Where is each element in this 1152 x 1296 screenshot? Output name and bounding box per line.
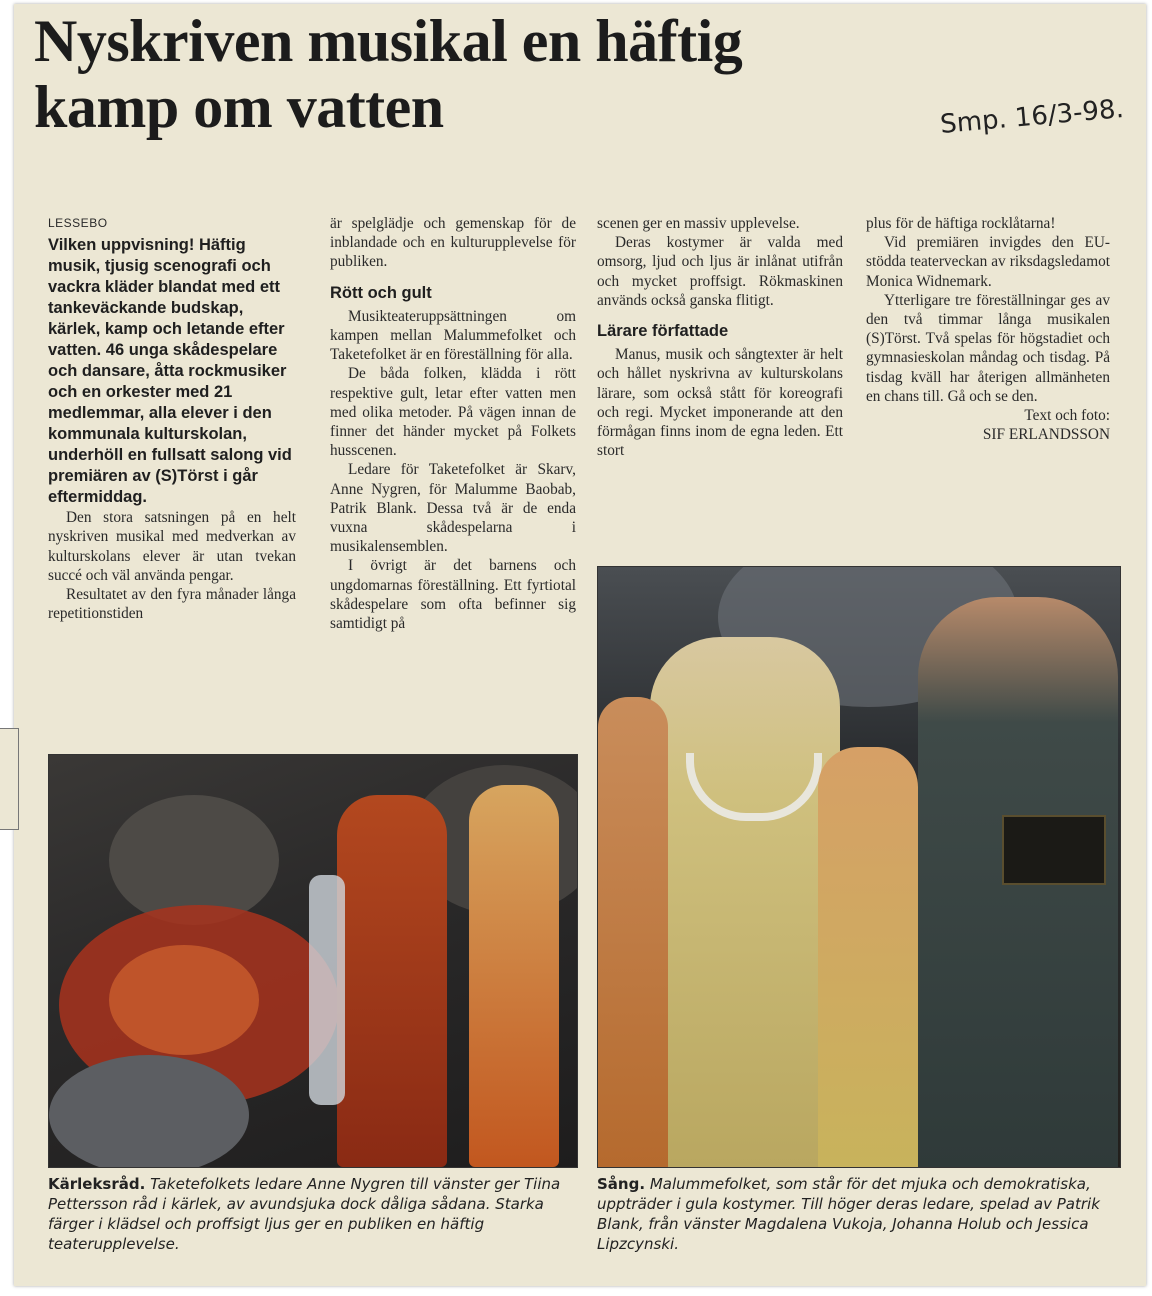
photo-credit-label: Text och foto:: [1024, 407, 1110, 425]
subheading: Lärare författade: [597, 322, 729, 341]
dateline: LESSEBO: [48, 216, 108, 230]
photo-credit-name: SIF ERLANDSSON: [982, 426, 1110, 444]
body-paragraph: plus för de häftiga rocklåtarna!: [866, 215, 1056, 232]
actor-tiina-pettersson: [469, 785, 559, 1167]
caption-label: Kärleksråd.: [48, 1175, 146, 1193]
body-paragraph: Ytterligare tre föreställningar ges av den två timmar långa musikalen (S)Törst. Två spelas för högstadiet och gymnasieskolan måndag och tisdag. På tisdag kväll har återigen allmänheten en chans till. Gå och se den.: [866, 291, 1110, 405]
headline-line-2: kamp om vatten: [34, 74, 444, 140]
headline: [34, 8, 1084, 140]
body-paragraph: Den stora satsningen på en helt nyskriven musikal med medverkan av kulturskolans elever är utan tvekan succé och väl använda pengar.: [48, 509, 296, 584]
body-paragraph: Deras kostymer är valda med omsorg, ljud och ljus är inlånat utifrån och mycket proffsigt. Rökmaskinen används också ganska flitigt.: [597, 234, 843, 309]
lead-paragraph: Vilken uppvisning! Häftig musik, tjusig scenografi och vackra kläder blandat med ett tankeväckande budskap, kärlek, kamp och letande efter vatten. 46 unga skådespelare och dansare, åtta rockmusiker och en orkester med 21 medlemmar, alla elever i den kommunala kulturskolan, underhöll en fullsatt salong vid premiären av (S)Törst i går eftermiddag.: [48, 236, 292, 507]
caption-text: Malummefolket, som står för det mjuka och demokratiska, uppträder i gula kostymer. Till höger deras ledare, spelad av Patrik Blank, från vänster Magdalena Vukoja, Johanna Holub och Jessica Lipzcynski.: [597, 1175, 1100, 1253]
column-1: [48, 214, 296, 623]
body-paragraph: Manus, musik och sångtexter är helt och hållet nyskrivna av kulturskolans lärare, som också stått för koreografi och regi. Mycket imponerande att den förmågan finns inom de egna leden. Ett stort: [597, 346, 843, 460]
column-3: [597, 214, 843, 460]
stage-photo-taketefolket: [48, 754, 578, 1168]
body-paragraph: Vid premiären invigdes den EU-stödda teaterveckan av riksdagsledamot Monica Widnemark.: [866, 234, 1110, 290]
singer-in-yellow: [650, 637, 840, 1167]
body-paragraph: I övrigt är det barnens och ungdomarnas föreställning. Ett fyrtiotal skådespelare som ofta befinner sig samtidigt på: [330, 557, 576, 633]
singer-center-background: [818, 747, 918, 1167]
headline-line-1: Nyskriven musikal en häftig: [34, 8, 743, 74]
column-2: [330, 214, 576, 633]
seated-dancers-highlight: [109, 945, 259, 1055]
caption-label: Sång.: [597, 1175, 646, 1193]
body-paragraph: De båda folken, klädda i rött respektive gult, letar efter vatten men med olika metoder. På vägen innan de finner det händer mycket på Folkets husscenen.: [330, 365, 576, 460]
body-paragraph: Ledare för Taketefolket är Skarv, Anne Nygren, för Malumme Baobab, Patrik Blank. Dessa två är de enda vuxna skådespelarna i musikalensemblen.: [330, 461, 576, 556]
white-veil-prop: [309, 875, 345, 1105]
body-paragraph: är spelglädje och gemenskap för de inblandade och en kulturupplevelse för publiken.: [330, 215, 576, 271]
photo-caption-2: [597, 1174, 1107, 1254]
column-4: [866, 214, 1110, 444]
rock-prop: [49, 1055, 249, 1168]
photo-caption-1: [48, 1174, 578, 1254]
stage-photo-malummefolket: [597, 566, 1121, 1168]
paper-edge-tab: [0, 728, 19, 830]
singer-left-background: [598, 697, 668, 1167]
body-paragraph: Musikteateruppsättningen om kampen mellan Malummefolket och Taketefolket är en föreställning för alla.: [330, 307, 576, 364]
body-paragraph: scenen ger en massiv upplevelse.: [597, 215, 800, 232]
handwritten-date-note: Smp. 16/3-98.: [939, 94, 1125, 140]
caption-text: Taketefolkets ledare Anne Nygren till vänster ger Tiina Pettersson råd i kärlek, av avundsjuka dock dåliga sådana. Starka färger i klädsel och proffsigt ljus ger en publiken en häftig teaterupplevelse.: [48, 1175, 561, 1253]
book-prop: [1002, 815, 1106, 885]
subheading: Rött och gult: [330, 283, 432, 302]
body-paragraph: Resultatet av den fyra månader långa repetitionstiden: [48, 586, 296, 623]
actor-anne-nygren: [337, 795, 447, 1167]
